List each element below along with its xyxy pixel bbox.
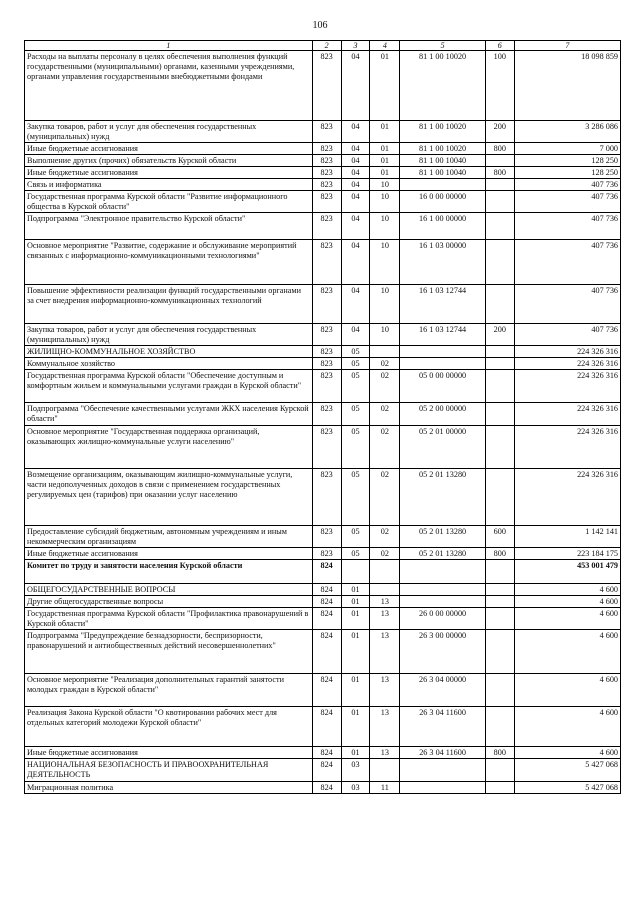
target-article-cell: 05 2 01 00000 [400, 426, 486, 469]
section-code-cell: 04 [341, 121, 370, 143]
table-row [25, 596, 621, 608]
expense-type-cell [485, 674, 514, 707]
expense-type-cell [485, 285, 514, 324]
table-row [25, 285, 621, 324]
amount-cell: 4 600 [514, 707, 620, 747]
expense-type-cell [485, 370, 514, 403]
amount-cell: 18 098 859 [514, 51, 620, 121]
subsection-code-cell [370, 560, 400, 584]
target-article-cell: 26 3 04 11600 [400, 707, 486, 747]
subsection-code-cell: 11 [370, 782, 400, 794]
row-name-cell: Закупка товаров, работ и услуг для обеспечения государственных (муниципальных) нужд [25, 121, 313, 143]
expense-type-cell [485, 213, 514, 240]
admin-code-cell: 824 [312, 759, 341, 782]
row-name-cell: Иные бюджетные ассигнования [25, 167, 313, 179]
table-row [25, 584, 621, 596]
row-name-cell: Коммунальное хозяйство [25, 358, 313, 370]
amount-cell: 224 326 316 [514, 346, 620, 358]
expense-type-cell [485, 426, 514, 469]
row-name-cell: ЖИЛИЩНО-КОММУНАЛЬНОЕ ХОЗЯЙСТВО [25, 346, 313, 358]
expense-type-cell: 600 [485, 526, 514, 548]
admin-code-cell: 824 [312, 674, 341, 707]
target-article-cell: 16 1 00 00000 [400, 213, 486, 240]
row-name-cell: Государственная программа Курской области "Развитие информационного общества в Курской области" [25, 191, 313, 213]
expense-type-cell [485, 403, 514, 426]
expense-type-cell [485, 469, 514, 526]
row-name-cell: Государственная программа Курской области "Обеспечение доступным и комфортным жильем и коммунальными услугами граждан в Курской области" [25, 370, 313, 403]
admin-code-cell: 823 [312, 403, 341, 426]
subsection-code-cell: 01 [370, 51, 400, 121]
row-name-cell: Основное мероприятие "Государственная поддержка организаций, оказывающих жилищно-коммунальные услуги населению" [25, 426, 313, 469]
target-article-cell: 16 1 03 12744 [400, 285, 486, 324]
amount-cell: 224 326 316 [514, 370, 620, 403]
subsection-code-cell: 01 [370, 143, 400, 155]
admin-code-cell: 823 [312, 548, 341, 560]
expense-type-cell [485, 346, 514, 358]
table-row [25, 560, 621, 584]
expense-type-cell [485, 584, 514, 596]
amount-cell: 5 427 068 [514, 759, 620, 782]
section-code-cell: 05 [341, 526, 370, 548]
target-article-cell: 16 1 03 12744 [400, 324, 486, 346]
target-article-cell: 05 2 01 13280 [400, 526, 486, 548]
table-row [25, 167, 621, 179]
section-code-cell: 03 [341, 759, 370, 782]
subsection-code-cell: 10 [370, 213, 400, 240]
admin-code-cell: 823 [312, 324, 341, 346]
row-name-cell: Подпрограмма "Предупреждение безнадзорности, беспризорности, правонарушений и антиобщественных действий несовершеннолетних" [25, 630, 313, 674]
amount-cell: 4 600 [514, 608, 620, 630]
target-article-cell: 26 3 00 00000 [400, 630, 486, 674]
expense-type-cell [485, 608, 514, 630]
amount-cell: 223 184 175 [514, 548, 620, 560]
amount-cell: 407 736 [514, 285, 620, 324]
table-row [25, 213, 621, 240]
admin-code-cell: 823 [312, 121, 341, 143]
subsection-code-cell: 13 [370, 630, 400, 674]
subsection-code-cell: 02 [370, 426, 400, 469]
subsection-code-cell: 10 [370, 324, 400, 346]
table-row [25, 191, 621, 213]
subsection-code-cell: 02 [370, 370, 400, 403]
expense-type-cell [485, 560, 514, 584]
section-code-cell: 01 [341, 596, 370, 608]
section-code-cell: 04 [341, 167, 370, 179]
row-name-cell: Подпрограмма "Электронное правительство Курской области" [25, 213, 313, 240]
expense-type-cell: 800 [485, 548, 514, 560]
subsection-code-cell: 10 [370, 285, 400, 324]
subsection-code-cell: 13 [370, 747, 400, 759]
admin-code-cell: 823 [312, 469, 341, 526]
target-article-cell [400, 759, 486, 782]
admin-code-cell: 823 [312, 155, 341, 167]
row-name-cell: Основное мероприятие "Реализация дополнительных гарантий занятости молодых граждан в Курской области" [25, 674, 313, 707]
table-row [25, 358, 621, 370]
amount-cell: 453 001 479 [514, 560, 620, 584]
header-col-3: 3 [341, 41, 370, 51]
subsection-code-cell: 13 [370, 608, 400, 630]
expense-type-cell [485, 596, 514, 608]
admin-code-cell: 823 [312, 240, 341, 285]
amount-cell: 407 736 [514, 240, 620, 285]
target-article-cell: 05 2 00 00000 [400, 403, 486, 426]
header-col-5: 5 [400, 41, 486, 51]
header-col-4: 4 [370, 41, 400, 51]
expense-type-cell: 800 [485, 167, 514, 179]
subsection-code-cell: 10 [370, 191, 400, 213]
admin-code-cell: 823 [312, 285, 341, 324]
section-code-cell: 05 [341, 469, 370, 526]
section-code-cell: 04 [341, 191, 370, 213]
target-article-cell [400, 179, 486, 191]
admin-code-cell: 823 [312, 526, 341, 548]
table-row [25, 240, 621, 285]
amount-cell: 4 600 [514, 630, 620, 674]
admin-code-cell: 823 [312, 143, 341, 155]
target-article-cell: 26 3 04 11600 [400, 747, 486, 759]
section-code-cell: 05 [341, 346, 370, 358]
header-col-2: 2 [312, 41, 341, 51]
target-article-cell [400, 358, 486, 370]
section-code-cell: 04 [341, 155, 370, 167]
admin-code-cell: 823 [312, 213, 341, 240]
section-code-cell: 05 [341, 403, 370, 426]
subsection-code-cell: 02 [370, 358, 400, 370]
table-row [25, 782, 621, 794]
target-article-cell: 81 1 00 10040 [400, 167, 486, 179]
admin-code-cell: 823 [312, 167, 341, 179]
section-code-cell: 05 [341, 370, 370, 403]
page-number: 106 [312, 20, 328, 31]
expense-type-cell [485, 358, 514, 370]
admin-code-cell: 823 [312, 346, 341, 358]
amount-cell: 128 250 [514, 167, 620, 179]
expense-type-cell [485, 179, 514, 191]
row-name-cell: Другие общегосударственные вопросы [25, 596, 313, 608]
subsection-code-cell [370, 759, 400, 782]
target-article-cell: 16 1 03 00000 [400, 240, 486, 285]
expense-type-cell [485, 630, 514, 674]
table-header-row [25, 41, 621, 51]
table-row [25, 121, 621, 143]
section-code-cell: 04 [341, 143, 370, 155]
section-code-cell: 05 [341, 426, 370, 469]
admin-code-cell: 824 [312, 560, 341, 584]
row-name-cell: Расходы на выплаты персоналу в целях обеспечения выполнения функций государственными (муниципальными) органами, казенными учреждениями, органами управления государственными внебюджетными фондами [25, 51, 313, 121]
section-code-cell: 05 [341, 358, 370, 370]
table-row [25, 608, 621, 630]
amount-cell: 1 142 141 [514, 526, 620, 548]
amount-cell: 4 600 [514, 584, 620, 596]
expense-type-cell: 800 [485, 747, 514, 759]
section-code-cell: 04 [341, 240, 370, 285]
target-article-cell [400, 782, 486, 794]
header-col-7: 7 [514, 41, 620, 51]
header-col-6: 6 [485, 41, 514, 51]
subsection-code-cell: 13 [370, 707, 400, 747]
subsection-code-cell: 02 [370, 548, 400, 560]
expense-type-cell [485, 782, 514, 794]
amount-cell: 224 326 316 [514, 426, 620, 469]
section-code-cell: 01 [341, 584, 370, 596]
table-row [25, 759, 621, 782]
admin-code-cell: 823 [312, 358, 341, 370]
table-row [25, 155, 621, 167]
expense-type-cell [485, 759, 514, 782]
expense-type-cell: 200 [485, 121, 514, 143]
admin-code-cell: 824 [312, 707, 341, 747]
row-name-cell: Иные бюджетные ассигнования [25, 548, 313, 560]
target-article-cell: 81 1 00 10020 [400, 51, 486, 121]
expense-type-cell [485, 240, 514, 285]
table-row [25, 426, 621, 469]
section-code-cell: 04 [341, 51, 370, 121]
amount-cell: 407 736 [514, 191, 620, 213]
admin-code-cell: 824 [312, 630, 341, 674]
target-article-cell: 81 1 00 10020 [400, 143, 486, 155]
table-row [25, 630, 621, 674]
table-row [25, 526, 621, 548]
admin-code-cell: 824 [312, 584, 341, 596]
admin-code-cell: 824 [312, 596, 341, 608]
admin-code-cell: 823 [312, 191, 341, 213]
subsection-code-cell: 13 [370, 674, 400, 707]
section-code-cell: 04 [341, 324, 370, 346]
target-article-cell: 26 0 00 00000 [400, 608, 486, 630]
admin-code-cell: 823 [312, 426, 341, 469]
subsection-code-cell: 10 [370, 179, 400, 191]
table-row [25, 548, 621, 560]
subsection-code-cell: 01 [370, 121, 400, 143]
target-article-cell [400, 560, 486, 584]
amount-cell: 224 326 316 [514, 403, 620, 426]
row-name-cell: Иные бюджетные ассигнования [25, 747, 313, 759]
expense-type-cell [485, 155, 514, 167]
row-name-cell: Возмещение организациям, оказывающим жилищно-коммунальные услуги, части недополученных доходов в связи с применением государственных регулируемых цен (тарифов) при оказании услуг населению [25, 469, 313, 526]
amount-cell: 128 250 [514, 155, 620, 167]
subsection-code-cell [370, 346, 400, 358]
table-row [25, 143, 621, 155]
subsection-code-cell: 01 [370, 155, 400, 167]
target-article-cell: 16 0 00 00000 [400, 191, 486, 213]
row-name-cell: НАЦИОНАЛЬНАЯ БЕЗОПАСНОСТЬ И ПРАВООХРАНИТЕЛЬНАЯ ДЕЯТЕЛЬНОСТЬ [25, 759, 313, 782]
target-article-cell: 81 1 00 10020 [400, 121, 486, 143]
section-code-cell: 01 [341, 674, 370, 707]
admin-code-cell: 823 [312, 370, 341, 403]
amount-cell: 407 736 [514, 324, 620, 346]
amount-cell: 407 736 [514, 179, 620, 191]
target-article-cell: 81 1 00 10040 [400, 155, 486, 167]
section-code-cell: 01 [341, 747, 370, 759]
subsection-code-cell: 13 [370, 596, 400, 608]
table-row [25, 469, 621, 526]
expense-type-cell: 800 [485, 143, 514, 155]
subsection-code-cell: 02 [370, 526, 400, 548]
table-row [25, 346, 621, 358]
target-article-cell [400, 596, 486, 608]
table-row [25, 707, 621, 747]
row-name-cell: Комитет по труду и занятости населения Курской области [25, 560, 313, 584]
row-name-cell: Выполнение других (прочих) обязательств Курской области [25, 155, 313, 167]
amount-cell: 224 326 316 [514, 469, 620, 526]
admin-code-cell: 823 [312, 179, 341, 191]
section-code-cell: 01 [341, 608, 370, 630]
table-row [25, 674, 621, 707]
amount-cell: 4 600 [514, 596, 620, 608]
row-name-cell: Предоставление субсидий бюджетным, автономным учреждениям и иным некоммерческим организациям [25, 526, 313, 548]
section-code-cell: 01 [341, 630, 370, 674]
subsection-code-cell: 02 [370, 403, 400, 426]
subsection-code-cell: 02 [370, 469, 400, 526]
subsection-code-cell [370, 584, 400, 596]
target-article-cell: 05 0 00 00000 [400, 370, 486, 403]
table-row [25, 370, 621, 403]
amount-cell: 5 427 068 [514, 782, 620, 794]
row-name-cell: Связь и информатика [25, 179, 313, 191]
section-code-cell [341, 560, 370, 584]
table-row [25, 179, 621, 191]
row-name-cell: Реализация Закона Курской области "О квотировании рабочих мест для отдельных категорий молодежи Курской области" [25, 707, 313, 747]
amount-cell: 4 600 [514, 747, 620, 759]
admin-code-cell: 823 [312, 51, 341, 121]
expense-type-cell: 100 [485, 51, 514, 121]
table-row [25, 324, 621, 346]
target-article-cell: 05 2 01 13280 [400, 548, 486, 560]
row-name-cell: Основное мероприятие "Развитие, содержание и обслуживание мероприятий связанных с информационно-коммуникационными технологиями" [25, 240, 313, 285]
section-code-cell: 04 [341, 285, 370, 324]
row-name-cell: Повышение эффективности реализации функций государственными органами за счет внедрения информационно-коммуникационных технологий [25, 285, 313, 324]
budget-table-body [25, 41, 621, 794]
budget-table [24, 40, 621, 794]
row-name-cell: Закупка товаров, работ и услуг для обеспечения государственных (муниципальных) нужд [25, 324, 313, 346]
table-row [25, 51, 621, 121]
row-name-cell: Миграционная политика [25, 782, 313, 794]
amount-cell: 407 736 [514, 213, 620, 240]
row-name-cell: Государственная программа Курской области "Профилактика правонарушений в Курской области" [25, 608, 313, 630]
expense-type-cell: 200 [485, 324, 514, 346]
admin-code-cell: 824 [312, 608, 341, 630]
section-code-cell: 05 [341, 548, 370, 560]
target-article-cell: 26 3 04 00000 [400, 674, 486, 707]
expense-type-cell [485, 191, 514, 213]
target-article-cell [400, 584, 486, 596]
header-col-1: 1 [25, 41, 313, 51]
row-name-cell: Иные бюджетные ассигнования [25, 143, 313, 155]
admin-code-cell: 824 [312, 782, 341, 794]
section-code-cell: 01 [341, 707, 370, 747]
section-code-cell: 04 [341, 213, 370, 240]
target-article-cell [400, 346, 486, 358]
admin-code-cell: 824 [312, 747, 341, 759]
subsection-code-cell: 01 [370, 167, 400, 179]
section-code-cell: 04 [341, 179, 370, 191]
amount-cell: 4 600 [514, 674, 620, 707]
row-name-cell: ОБЩЕГОСУДАРСТВЕННЫЕ ВОПРОСЫ [25, 584, 313, 596]
table-row [25, 403, 621, 426]
row-name-cell: Подпрограмма "Обеспечение качественными услугами ЖКХ населения Курской области" [25, 403, 313, 426]
subsection-code-cell: 10 [370, 240, 400, 285]
amount-cell: 7 000 [514, 143, 620, 155]
amount-cell: 224 326 316 [514, 358, 620, 370]
target-article-cell: 05 2 01 13280 [400, 469, 486, 526]
section-code-cell: 03 [341, 782, 370, 794]
amount-cell: 3 286 086 [514, 121, 620, 143]
expense-type-cell [485, 707, 514, 747]
table-row [25, 747, 621, 759]
